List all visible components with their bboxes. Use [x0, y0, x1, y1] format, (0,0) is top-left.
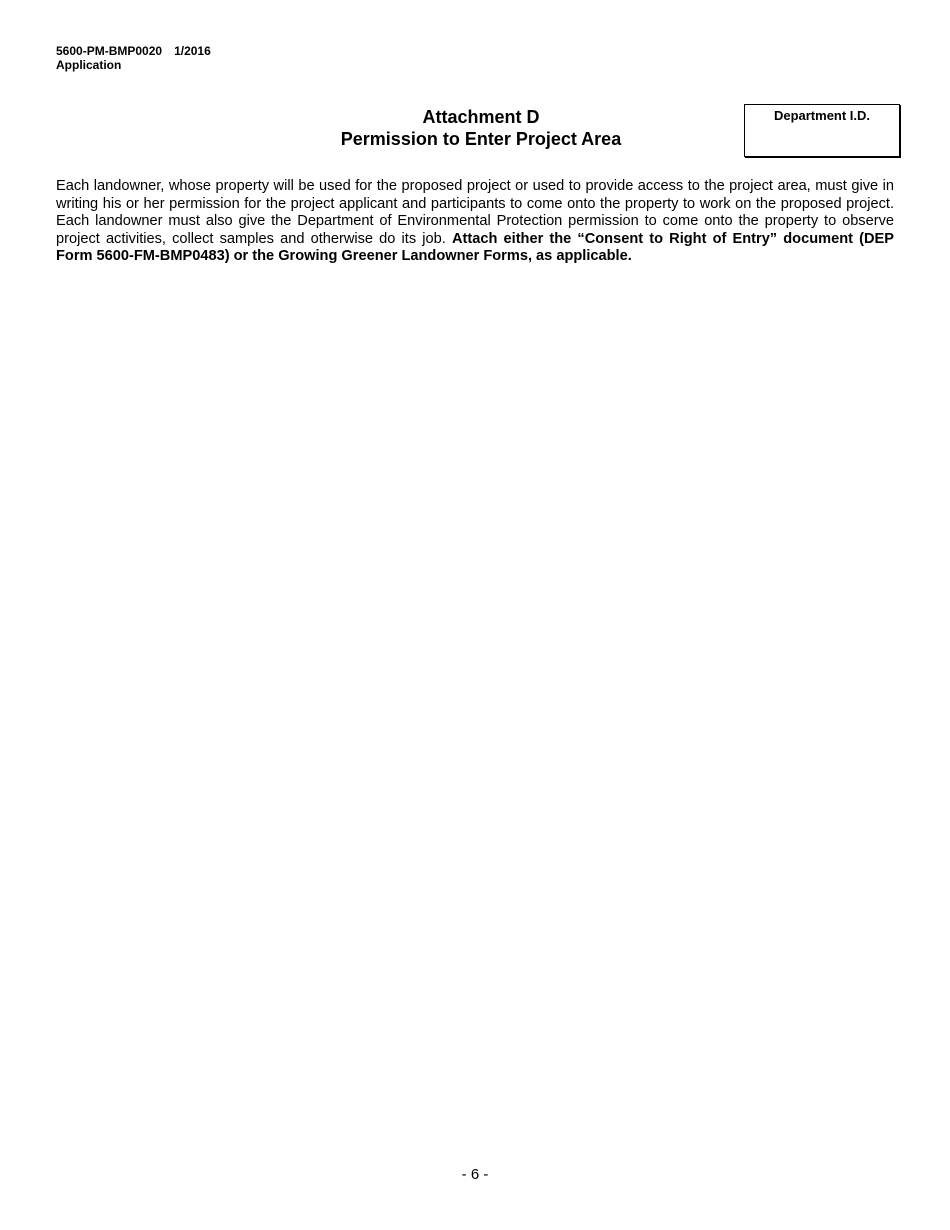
- department-id-label: Department I.D.: [773, 108, 871, 123]
- attachment-title: Attachment D: [422, 107, 540, 127]
- department-id-field[interactable]: [744, 104, 900, 157]
- form-number: 5600-PM-BMP0020: [56, 44, 163, 58]
- instructions-attach-note: Attach either the “Consent to Right of Entry” document (DEP Form 5600-FM-BMP0483) or the Growing Greener Landowner Forms, as applicable.: [56, 230, 894, 264]
- form-header: [56, 44, 211, 72]
- attachment-subtitle: Permission to Enter Project Area: [340, 129, 622, 149]
- instructions-text: Each landowner, whose property will be used for the proposed project or used to provide access to the project area, must give in writing his or her permission for the project applicant and participants to come onto the property to work on the proposed project. Each landowner must also give the Department of Environmental Protection permission to come onto the property to observe project activities, collect samples and otherwise do its job.: [56, 178, 894, 247]
- form-type: Application: [56, 58, 122, 72]
- instructions-paragraph: [56, 178, 894, 266]
- form-date: 1/2016: [174, 44, 211, 58]
- page-number: - 6 -: [461, 1166, 489, 1183]
